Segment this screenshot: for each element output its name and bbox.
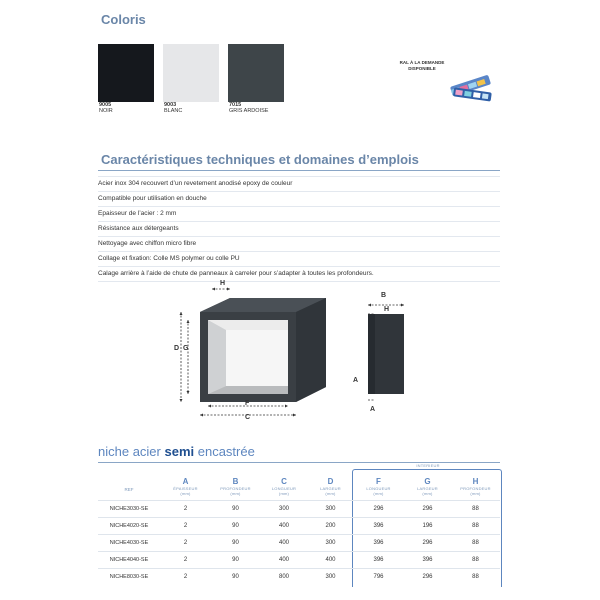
row-value-c: 400 bbox=[278, 556, 289, 563]
table-body bbox=[98, 500, 500, 585]
table-row bbox=[98, 568, 500, 585]
swatch-blanc-code: 9003 bbox=[164, 102, 177, 108]
table-row bbox=[98, 551, 500, 568]
column-header-a: A ÉPAISSEUR (mm) bbox=[173, 476, 198, 496]
column-header-g: G LARGEUR (mm) bbox=[417, 476, 438, 496]
row-ref: NICHE4040-SE bbox=[109, 556, 149, 563]
color-fan-icon bbox=[448, 70, 498, 110]
row-value-f: 796 bbox=[373, 573, 384, 580]
column-header-h: H PROFONDEUR (mm) bbox=[460, 476, 491, 496]
column-header-ref: REF bbox=[124, 486, 134, 492]
coloris-title: Coloris bbox=[101, 12, 146, 27]
dim-label-a-top: A bbox=[353, 377, 359, 384]
ral-badge-line1: RAL À LA DEMANDE bbox=[399, 60, 445, 65]
features-divider bbox=[98, 170, 500, 171]
row-value-a: 2 bbox=[183, 505, 188, 512]
swatch-gris-ardoise-name: GRIS ARDOISE bbox=[229, 108, 269, 114]
feature-item: Compatible pour utilisation en douche bbox=[98, 192, 500, 207]
row-value-b: 90 bbox=[232, 573, 239, 580]
feature-item: Epaisseur de l’acier : 2 mm bbox=[98, 207, 500, 222]
column-header-b: B PROFONDEUR (mm) bbox=[220, 476, 251, 496]
spec-table bbox=[98, 473, 500, 585]
dim-label-d: D bbox=[174, 345, 180, 352]
ral-badge-line2: DISPONIBLE bbox=[408, 65, 436, 71]
row-value-b: 90 bbox=[232, 522, 239, 529]
row-value-a: 2 bbox=[183, 556, 188, 563]
table-title-bold: semi bbox=[164, 444, 195, 459]
table-row bbox=[98, 500, 500, 517]
row-value-h: 88 bbox=[472, 539, 479, 546]
row-value-a: 2 bbox=[183, 573, 188, 580]
features-list bbox=[98, 176, 500, 282]
table-row bbox=[98, 534, 500, 551]
row-value-h: 88 bbox=[472, 556, 479, 563]
row-value-c: 300 bbox=[278, 505, 289, 512]
swatch-gris-ardoise-code: 7015 bbox=[229, 102, 242, 108]
column-header-c: C LONGUEUR (mm) bbox=[271, 476, 297, 496]
niche-side-view bbox=[368, 314, 404, 394]
row-ref: NICHE4030-SE bbox=[109, 539, 149, 546]
row-value-g: 396 bbox=[422, 556, 433, 563]
row-value-h: 88 bbox=[472, 522, 479, 529]
row-value-a: 2 bbox=[183, 522, 188, 529]
feature-item: Collage et fixation: Colle MS polymer ou colle PU bbox=[98, 252, 500, 267]
dim-label-a-bottom: A bbox=[370, 406, 376, 413]
row-value-f: 396 bbox=[373, 539, 384, 546]
table-header-row bbox=[98, 473, 500, 500]
row-value-a: 2 bbox=[183, 539, 188, 546]
row-value-d: 300 bbox=[325, 505, 336, 512]
swatch-noir bbox=[98, 44, 154, 102]
dim-label-h-side: H bbox=[384, 306, 390, 313]
row-value-g: 296 bbox=[422, 539, 433, 546]
row-value-b: 90 bbox=[232, 556, 239, 563]
feature-item: Nettoyage avec chiffon micro fibre bbox=[98, 237, 500, 252]
row-value-d: 400 bbox=[325, 556, 336, 563]
row-value-f: 296 bbox=[373, 505, 384, 512]
swatch-noir-code: 9005 bbox=[99, 102, 112, 108]
row-value-c: 400 bbox=[278, 539, 289, 546]
swatch-gris-ardoise bbox=[228, 44, 284, 102]
column-header-d: D LARGEUR (mm) bbox=[320, 476, 341, 496]
row-value-b: 90 bbox=[232, 505, 239, 512]
niche-front-view bbox=[200, 298, 326, 402]
swatch-blanc bbox=[163, 44, 219, 102]
swatch-gris-ardoise-caption bbox=[229, 102, 299, 114]
row-ref: NICHE3030-SE bbox=[109, 505, 149, 512]
row-value-d: 300 bbox=[325, 539, 336, 546]
row-value-d: 200 bbox=[325, 522, 336, 529]
row-value-f: 396 bbox=[373, 522, 384, 529]
dim-label-f: F bbox=[245, 400, 250, 407]
row-value-c: 800 bbox=[278, 573, 289, 580]
swatch-noir-name: NOIR bbox=[99, 108, 113, 114]
swatch-noir-caption bbox=[99, 102, 159, 114]
column-header-f: F LONGUEUR (mm) bbox=[366, 476, 391, 496]
dim-label-b: B bbox=[381, 292, 387, 299]
swatch-blanc-name: BLANC bbox=[164, 108, 183, 114]
ral-badge bbox=[392, 60, 452, 71]
feature-item: Acier inox 304 recouvert d’un revetement anodisé epoxy de couleur bbox=[98, 176, 500, 192]
swatch-blanc-caption bbox=[164, 102, 224, 114]
row-value-d: 300 bbox=[325, 573, 336, 580]
dim-label-g: G bbox=[183, 345, 189, 352]
row-value-c: 400 bbox=[278, 522, 289, 529]
dim-label-c: C bbox=[245, 414, 251, 421]
feature-item: Calage arrière à l’aide de chute de panneaux à carreler pour s’adapter à toutes les profondeurs. bbox=[98, 267, 500, 282]
feature-item: Résistance aux détergeants bbox=[98, 222, 500, 237]
row-value-g: 296 bbox=[422, 573, 433, 580]
dim-label-h: H bbox=[220, 280, 226, 287]
table-row bbox=[98, 517, 500, 534]
row-value-f: 396 bbox=[373, 556, 384, 563]
row-value-b: 90 bbox=[232, 539, 239, 546]
table-title bbox=[98, 444, 255, 459]
row-value-g: 296 bbox=[422, 505, 433, 512]
interieur-group-label: INTERIEUR bbox=[416, 463, 440, 468]
row-ref: NICHE8030-SE bbox=[109, 573, 149, 580]
table-title-post: encastrée bbox=[194, 444, 255, 459]
features-title: Caractéristiques techniques et domaines d’emplois bbox=[101, 152, 419, 167]
row-value-h: 88 bbox=[472, 573, 479, 580]
table-title-pre: niche acier bbox=[98, 444, 165, 459]
row-value-g: 196 bbox=[422, 522, 433, 529]
row-value-h: 88 bbox=[472, 505, 479, 512]
row-ref: NICHE4020-SE bbox=[109, 522, 149, 529]
